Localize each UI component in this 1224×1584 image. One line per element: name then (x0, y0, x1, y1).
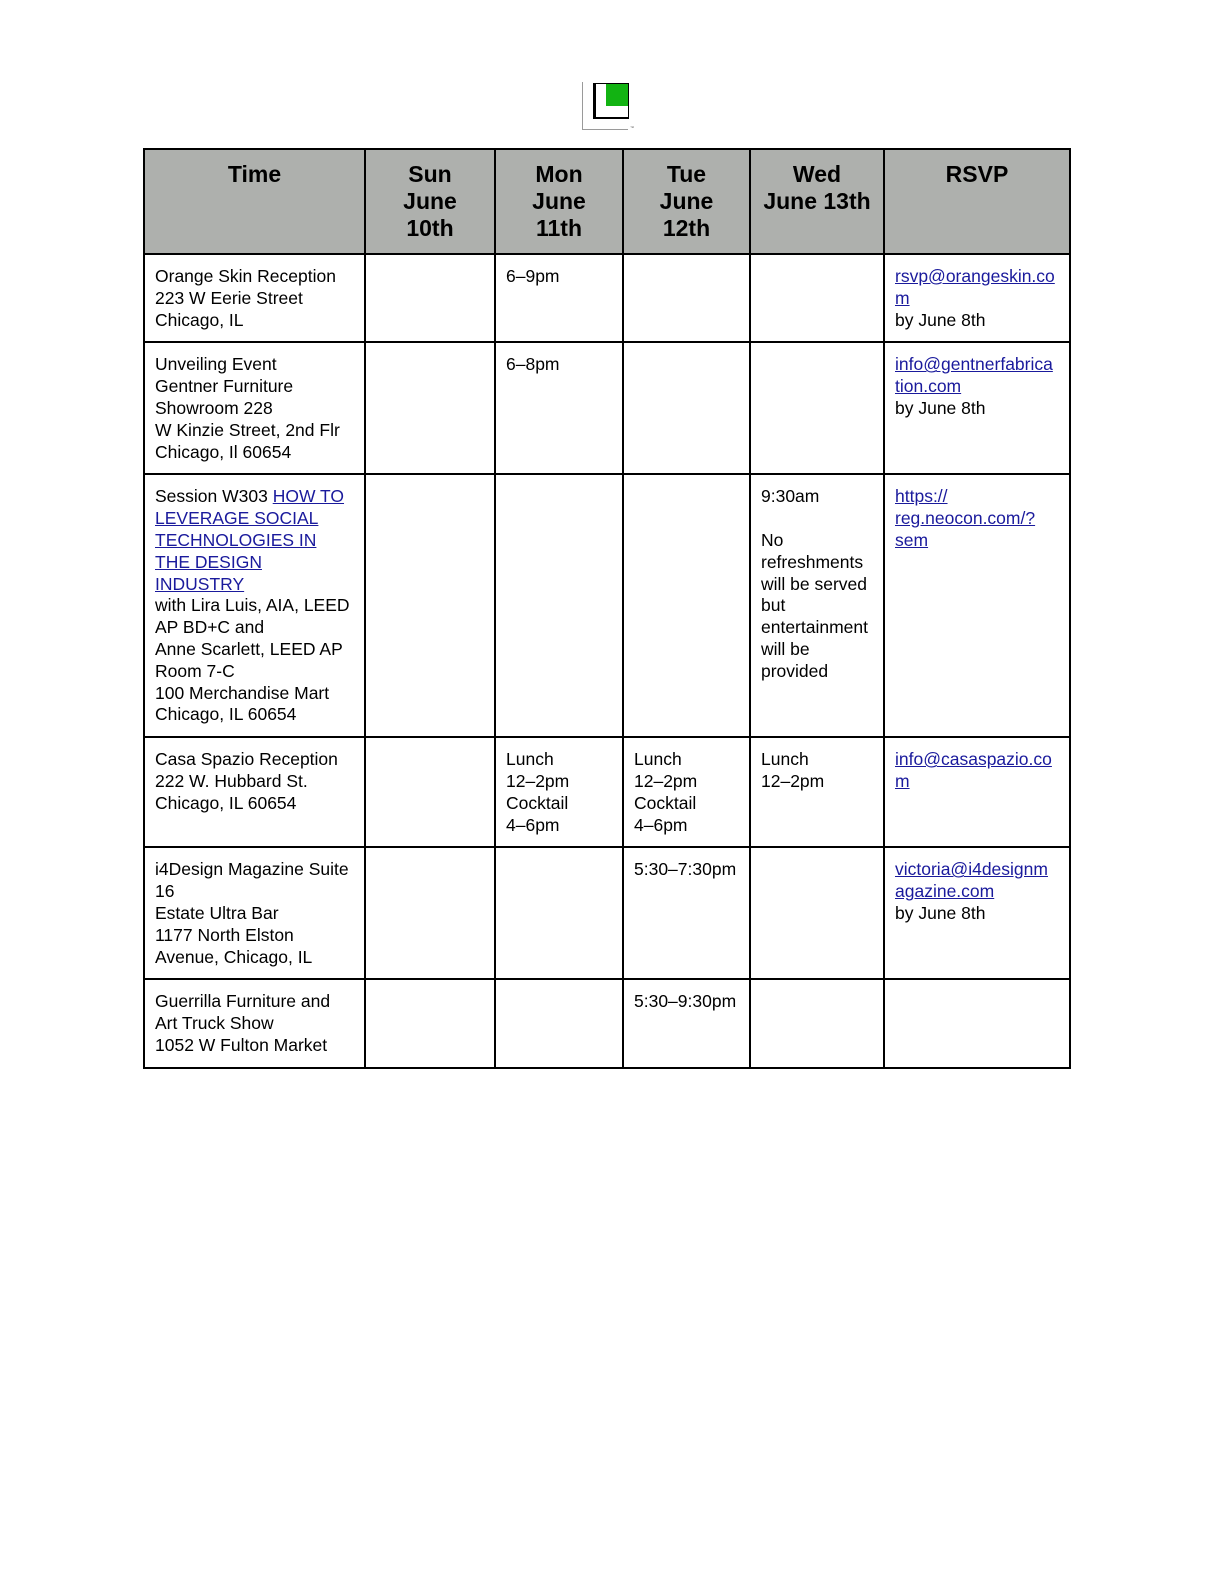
mon-cell: 6–9pm (495, 254, 623, 342)
session-title-link-line[interactable]: THE DESIGN (155, 551, 262, 572)
rsvp-deadline: by June 8th (895, 397, 986, 418)
tue-cell (623, 254, 750, 342)
header-mon: Mon June 11th (495, 149, 623, 254)
header-rsvp: RSVP (884, 149, 1070, 254)
company-logo (582, 82, 634, 132)
event-cell: Orange Skin Reception 223 W Eerie Street Chicago, IL (144, 254, 365, 342)
header-tue: Tue June 12th (623, 149, 750, 254)
header-sun: Sun June 10th (365, 149, 495, 254)
wed-cell (750, 979, 884, 1067)
rsvp-deadline: by June 8th (895, 309, 986, 330)
table-row (144, 474, 1070, 737)
table-row (144, 737, 1070, 847)
session-title-link-line[interactable]: LEVERAGE SOCIAL (155, 508, 319, 529)
wed-cell: 9:30am No refreshments will be served but entertainment will be provided (750, 474, 884, 737)
mon-cell (495, 474, 623, 737)
table-row (144, 342, 1070, 474)
rsvp-cell (884, 254, 1070, 342)
event-cell: Unveiling Event Gentner Furniture Showroom 228 W Kinzie Street, 2nd Flr Chicago, Il 60654 (144, 342, 365, 474)
mon-cell: Lunch 12–2pm Cocktail 4–6pm (495, 737, 623, 847)
session-title-link[interactable]: HOW TO (272, 486, 345, 507)
header-time: Time (144, 149, 365, 254)
logo-trademark: ™ (630, 125, 634, 130)
tue-cell (623, 474, 750, 737)
sun-cell (365, 979, 495, 1067)
rsvp-email-link[interactable]: info@casaspazio.co m (895, 749, 1052, 791)
sun-cell (365, 847, 495, 979)
table-row (144, 979, 1070, 1067)
mon-cell (495, 979, 623, 1067)
rsvp-cell (884, 474, 1070, 737)
rsvp-email-link[interactable]: victoria@i4designm agazine.com (895, 859, 1048, 902)
tue-cell: 5:30–7:30pm (623, 847, 750, 979)
session-title-link-line[interactable]: INDUSTRY (155, 573, 245, 594)
rsvp-url-link[interactable]: https:// reg.neocon.com/? sem (895, 486, 1036, 550)
event-cell: Casa Spazio Reception 222 W. Hubbard St. Chicago, IL 60654 (144, 737, 365, 847)
table-row (144, 847, 1070, 979)
event-cell: Session W303 HOW TO LEVERAGE SOCIAL TECHNOLOGIES IN THE DESIGN INDUSTRY with Lira Luis, AIA, LEED AP BD+C and Anne Scarlett, LEED AP Room 7-C 100 Merchandise Mart Chicago, IL 60654 (144, 474, 365, 737)
tue-cell: Lunch 12–2pm Cocktail 4–6pm (623, 737, 750, 847)
tue-cell (623, 342, 750, 474)
mon-cell: 6–8pm (495, 342, 623, 474)
rsvp-cell (884, 737, 1070, 847)
logo-green-square (606, 84, 628, 106)
sun-cell (365, 254, 495, 342)
wed-cell (750, 847, 884, 979)
rsvp-cell (884, 847, 1070, 979)
sun-cell (365, 342, 495, 474)
rsvp-cell (884, 342, 1070, 474)
session-title-link-line[interactable]: TECHNOLOGIES IN (155, 529, 317, 550)
sun-cell (365, 737, 495, 847)
events-schedule-table (143, 148, 1071, 1069)
table-row (144, 254, 1070, 342)
rsvp-deadline: by June 8th (895, 902, 986, 923)
wed-cell (750, 342, 884, 474)
wed-cell: Lunch 12–2pm (750, 737, 884, 847)
mon-cell (495, 847, 623, 979)
rsvp-cell (884, 979, 1070, 1067)
rsvp-email-link[interactable]: rsvp@orangeskin.co m (895, 266, 1055, 308)
event-cell: Guerrilla Furniture and Art Truck Show 1052 W Fulton Market (144, 979, 365, 1067)
tue-cell: 5:30–9:30pm (623, 979, 750, 1067)
header-wed: Wed June 13th (750, 149, 884, 254)
header-row (144, 149, 1070, 254)
event-cell: i4Design Magazine Suite 16 Estate Ultra Bar 1177 North Elston Avenue, Chicago, IL (144, 847, 365, 979)
wed-cell (750, 254, 884, 342)
rsvp-email-link[interactable]: info@gentnerfabrica tion.com (895, 354, 1053, 397)
sun-cell (365, 474, 495, 737)
